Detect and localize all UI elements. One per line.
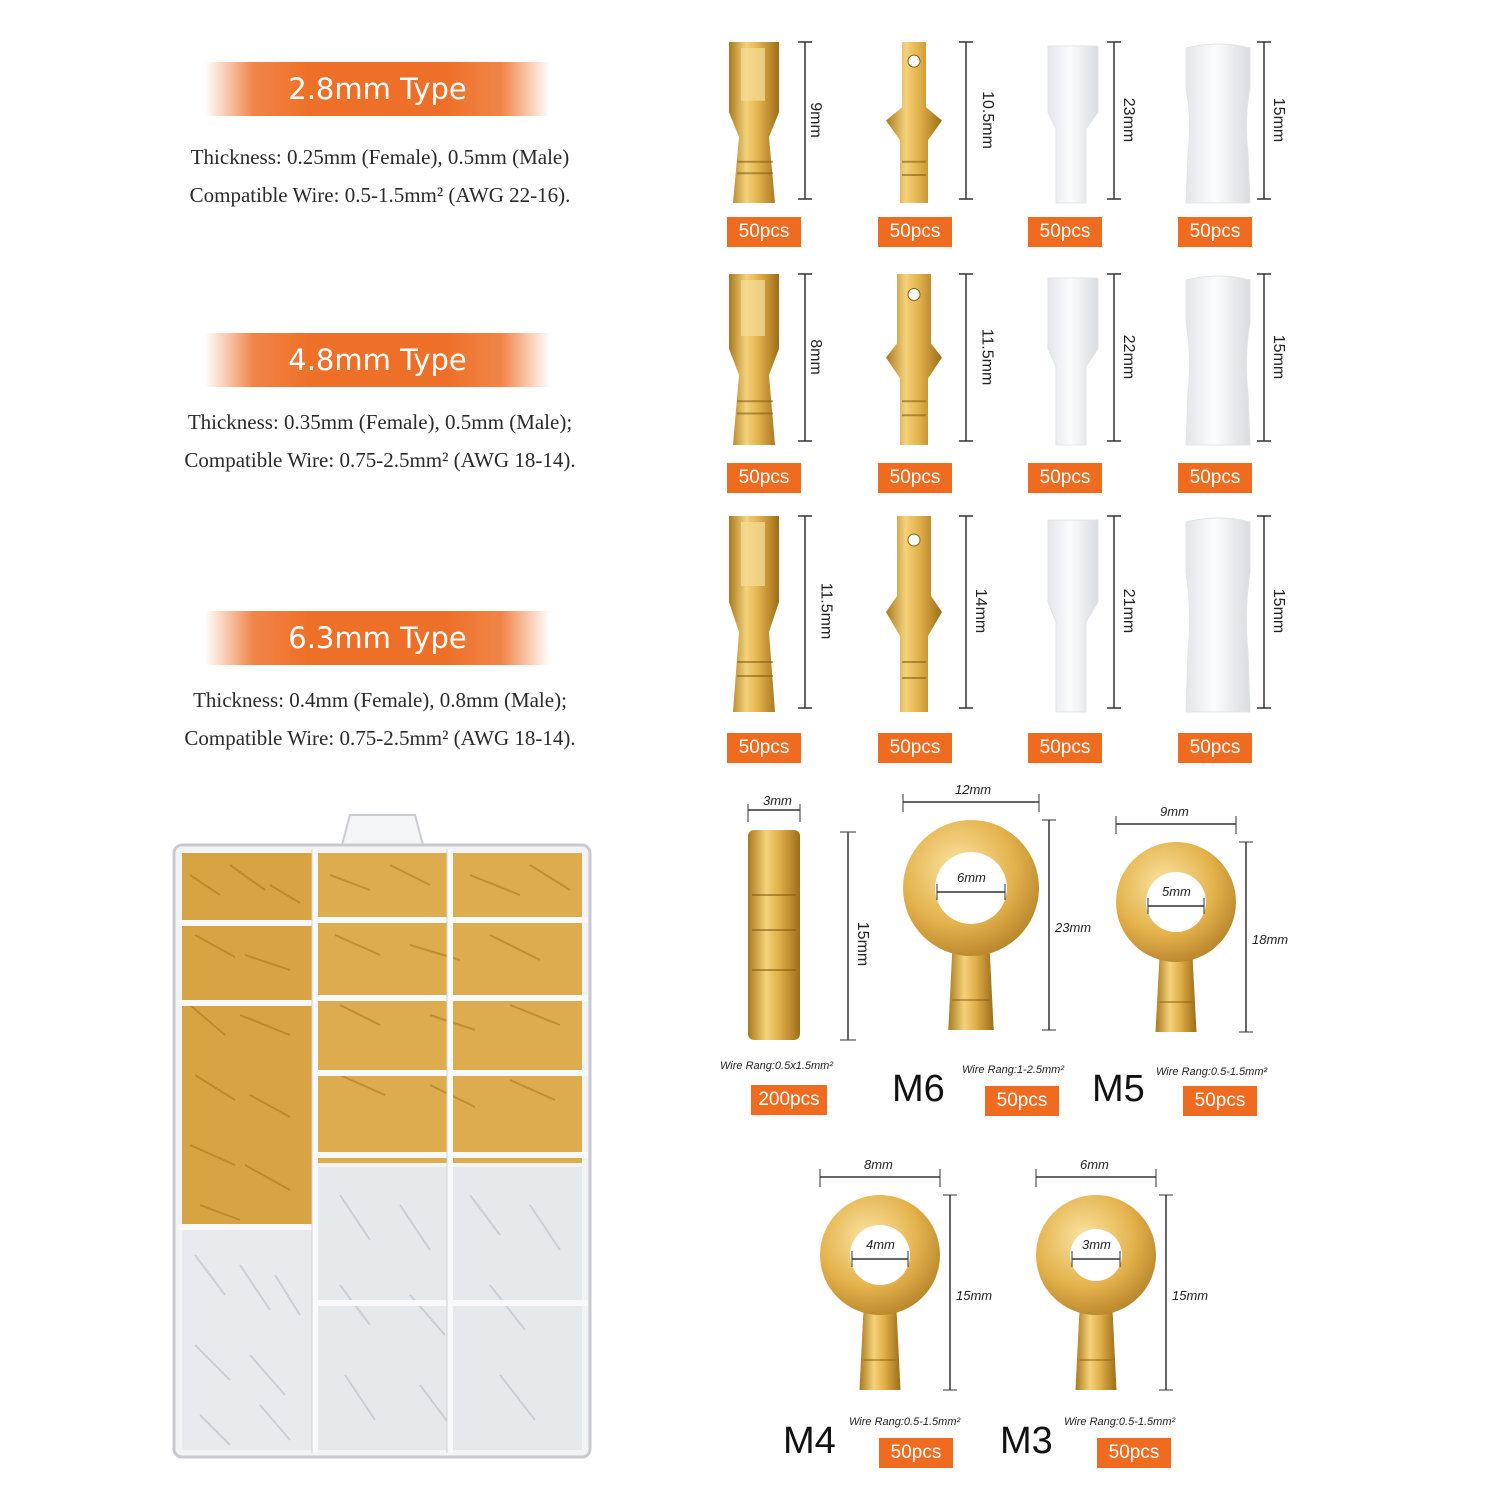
dimension-label: 14mm	[972, 588, 990, 634]
female-terminal-image	[727, 38, 857, 223]
female-terminal-image	[727, 512, 857, 732]
outer-diameter-label: 12mm	[955, 782, 992, 797]
length-label: 23mm	[1055, 920, 1092, 935]
wire-range: Wire Rang:0.5-1.5mm²	[1156, 1066, 1268, 1078]
bullet-sleeve-image	[1178, 270, 1308, 465]
inner-diameter-label: 4mm	[866, 1237, 895, 1252]
quantity-badge: 50pcs	[878, 733, 952, 763]
length-label: 15mm	[1172, 1287, 1209, 1303]
quantity-badge: 50pcs	[727, 463, 801, 493]
type-banner-2-8: 2.8mm Type	[205, 62, 550, 116]
inner-diameter-label: 3mm	[1082, 1237, 1111, 1252]
size-label: M3	[1000, 1420, 1053, 1462]
female-sleeve-image	[1028, 512, 1158, 732]
wire-range: Wire Rang:1-2.5mm²	[962, 1064, 1064, 1076]
butt-connector-image	[740, 800, 870, 1060]
size-label: M4	[783, 1420, 836, 1462]
quantity-badge: 50pcs	[1178, 463, 1252, 493]
quantity-badge: 50pcs	[727, 217, 801, 247]
dimension-label: 11.5mm	[978, 328, 996, 385]
organizer-box-image	[170, 805, 595, 1460]
female-sleeve-image	[1028, 270, 1158, 465]
quantity-badge: 50pcs	[879, 1438, 953, 1468]
bullet-sleeve-image	[1178, 512, 1308, 732]
spec-line: Compatible Wire: 0.5-1.5mm² (AWG 22-16).	[189, 183, 571, 207]
dimension-label: 15mm	[1270, 334, 1288, 379]
spec-line: Compatible Wire: 0.75-2.5mm² (AWG 18-14).	[184, 726, 576, 750]
size-label: M5	[1092, 1068, 1145, 1110]
dimension-label: 9mm	[806, 101, 824, 138]
quantity-badge: 50pcs	[1097, 1438, 1171, 1468]
wire-range: Wire Rang:0.5-1.5mm²	[1064, 1416, 1176, 1428]
inner-diameter-label: 6mm	[957, 870, 986, 885]
size-label: M6	[892, 1068, 945, 1110]
butt-wire-range: Wire Rang:0.5x1.5mm²	[720, 1060, 833, 1072]
length-label: 18mm	[1252, 932, 1289, 947]
outer-diameter-label: 6mm	[1080, 1157, 1109, 1172]
butt-width-label: 3mm	[763, 793, 792, 808]
spec-line: Thickness: 0.25mm (Female), 0.5mm (Male)	[190, 145, 570, 169]
spec-6-3	[120, 681, 640, 757]
butt-length-label: 15mm	[854, 921, 872, 967]
dimension-label: 15mm	[1270, 588, 1288, 634]
dimension-label: 11.5mm	[817, 582, 835, 640]
quantity-badge: 50pcs	[1178, 733, 1252, 763]
quantity-badge: 50pcs	[878, 463, 952, 493]
dimension-label: 15mm	[1270, 97, 1288, 142]
outer-diameter-label: 8mm	[864, 1157, 893, 1172]
quantity-badge: 50pcs	[1178, 217, 1252, 247]
dimension-label: 8mm	[806, 338, 824, 375]
quantity-badge: 50pcs	[1028, 733, 1102, 763]
quantity-badge: 50pcs	[878, 217, 952, 247]
type-banner-6-3: 6.3mm Type	[205, 611, 550, 665]
wire-range: Wire Rang:0.5-1.5mm²	[849, 1416, 961, 1428]
inner-diameter-label: 5mm	[1162, 884, 1191, 899]
bullet-sleeve-image	[1178, 38, 1308, 223]
quantity-badge: 50pcs	[727, 733, 801, 763]
type-banner-4-8: 4.8mm Type	[205, 333, 550, 387]
quantity-badge: 50pcs	[1183, 1086, 1257, 1116]
length-label: 15mm	[956, 1287, 993, 1303]
spec-4-8	[120, 403, 640, 479]
spec-line: Compatible Wire: 0.75-2.5mm² (AWG 18-14).	[184, 448, 576, 472]
spec-line: Thickness: 0.4mm (Female), 0.8mm (Male);	[193, 688, 567, 712]
quantity-badge: 50pcs	[1028, 217, 1102, 247]
spec-line: Thickness: 0.35mm (Female), 0.5mm (Male);	[187, 410, 573, 434]
dimension-label: 10.5mm	[978, 90, 996, 149]
female-sleeve-image	[1028, 38, 1158, 223]
butt-qty-badge: 200pcs	[751, 1085, 827, 1115]
dimension-label: 23mm	[1120, 97, 1138, 142]
outer-diameter-label: 9mm	[1160, 804, 1189, 819]
quantity-badge: 50pcs	[985, 1086, 1059, 1116]
dimension-label: 21mm	[1120, 588, 1138, 634]
female-terminal-image	[727, 270, 857, 465]
dimension-label: 22mm	[1120, 334, 1138, 379]
spec-2-8	[120, 138, 640, 214]
quantity-badge: 50pcs	[1028, 463, 1102, 493]
